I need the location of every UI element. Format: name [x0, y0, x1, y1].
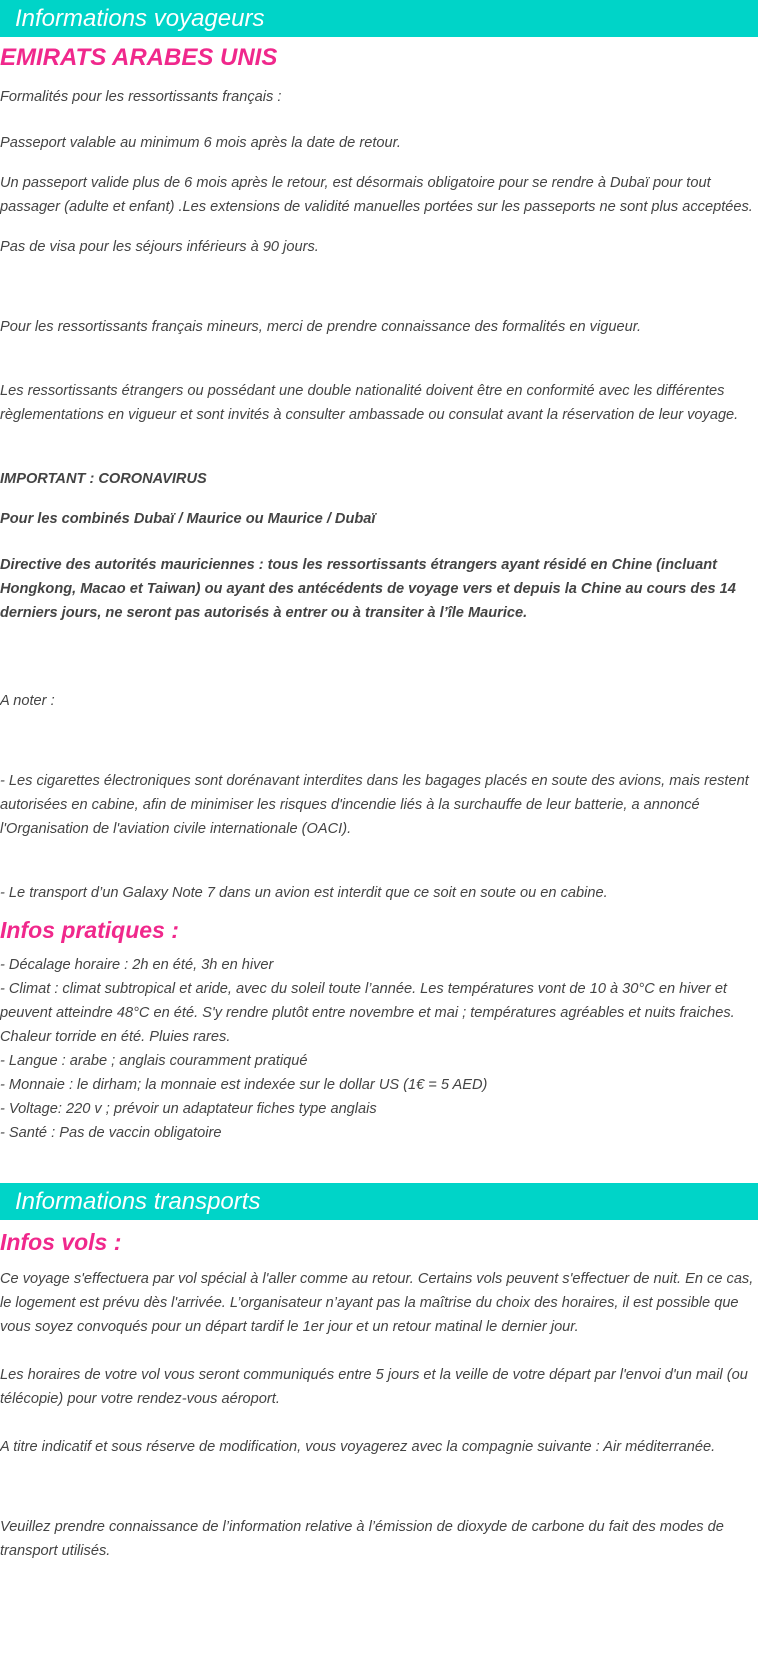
formalities-intro: Formalités pour les ressortissants français : [0, 89, 282, 105]
health-info: - Santé : Pas de vaccin obligatoire [0, 1125, 222, 1141]
language-info: - Langue : arabe ; anglais couramment pratiqué [0, 1053, 308, 1069]
currency-info: - Monnaie : le dirham; la monnaie est indexée sur le dollar US (1€ = 5 AED) [0, 1077, 488, 1093]
important-title: IMPORTANT : CORONAVIRUS [0, 471, 207, 487]
passport-min: Passeport valable au minimum 6 mois après la date de retour. [0, 135, 401, 151]
transport-banner: Informations transports [0, 1183, 758, 1220]
airline-info: A titre indicatif et sous réserve de modification, vous voyagerez avec la compagnie suivante : Air méditerranée. [0, 1439, 716, 1455]
travellers-banner: Informations voyageurs [0, 0, 758, 37]
note-label: A noter : [0, 693, 55, 709]
combined-info: Pour les combinés Dubaï / Maurice ou Maurice / Dubaï [0, 511, 376, 527]
climate-info: - Climat : climat subtropical et aride, avec du soleil toute l’année. Les températures vont de 10 à 30°C en hiver et peuvent atteindre 48°C en été. S'y rendre plutôt entre novembre et mai ; températures agréables et nuits fraiches. Chaleur torride en été. Pluies rares. [0, 981, 735, 1045]
galaxy-info: - Le transport d’un Galaxy Note 7 dans un avion est interdit que ce soit en soute ou en cabine. [0, 885, 608, 901]
foreigners-info: Les ressortissants étrangers ou possédant une double nationalité doivent être en conformité avec les différentes règlementations en vigueur et sont invités à consulter ambassade ou consulat avant la réservation de leur voyage. [0, 383, 739, 423]
visa-info: Pas de visa pour les séjours inférieurs à 90 jours. [0, 239, 319, 255]
minors-info: Pour les ressortissants français mineurs, merci de prendre connaissance des formalités en vigueur. [0, 319, 642, 335]
directive-info: Directive des autorités mauriciennes : tous les ressortissants étrangers ayant résidé en Chine (incluant Hongkong, Macao et Taiwan) ou ayant des antécédents de voyage vers et depuis la Chine au cours des 14 derniers jours, ne seront pas autorisés à entrer ou à transiter à l’île Maurice. [0, 557, 736, 621]
voltage-info: - Voltage: 220 v ; prévoir un adaptateur fiches type anglais [0, 1101, 377, 1117]
country-title: EMIRATS ARABES UNIS [0, 44, 278, 71]
co2-info: Veuillez prendre connaissance de l’information relative à l’émission de dioxyde de carbone du fait des modes de transport utilisés. [0, 1519, 724, 1559]
schedule-info: Les horaires de votre vol vous seront communiqués entre 5 jours et la veille de votre départ par l'envoi d'un mail (ou télécopie) pour votre rendez-vous aéroport. [0, 1367, 748, 1407]
special-flight-info: Ce voyage s'effectuera par vol spécial à l'aller comme au retour. Certains vols peuvent s'effectuer de nuit. En ce cas, le logement est prévu dès l'arrivée. L’organisateur n’ayant pas la maîtrise du choix des horaires, il est possible que vous soyez convoqués pour un départ tardif le 1er jour et un retour matinal le dernier jour. [0, 1271, 754, 1335]
passport-rule: Un passeport valide plus de 6 mois après le retour, est désormais obligatoire pour se rendre à Dubaï pour tout passager (adulte et enfant) .Les extensions de validité manuelles portées sur les passeports ne sont plus acceptées. [0, 175, 753, 215]
ecig-info: - Les cigarettes électroniques sont dorénavant interdites dans les bagages placés en soute des avions, mais restent autorisées en cabine, afin de minimiser les risques d'incendie liés à la surchauffe de leur batterie, a annoncé l'Organisation de l'aviation civile internationale (OACI). [0, 773, 749, 837]
timezone-info: - Décalage horaire : 2h en été, 3h en hiver [0, 957, 274, 973]
flights-title: Infos vols : [0, 1229, 122, 1255]
practical-title: Infos pratiques : [0, 917, 179, 943]
